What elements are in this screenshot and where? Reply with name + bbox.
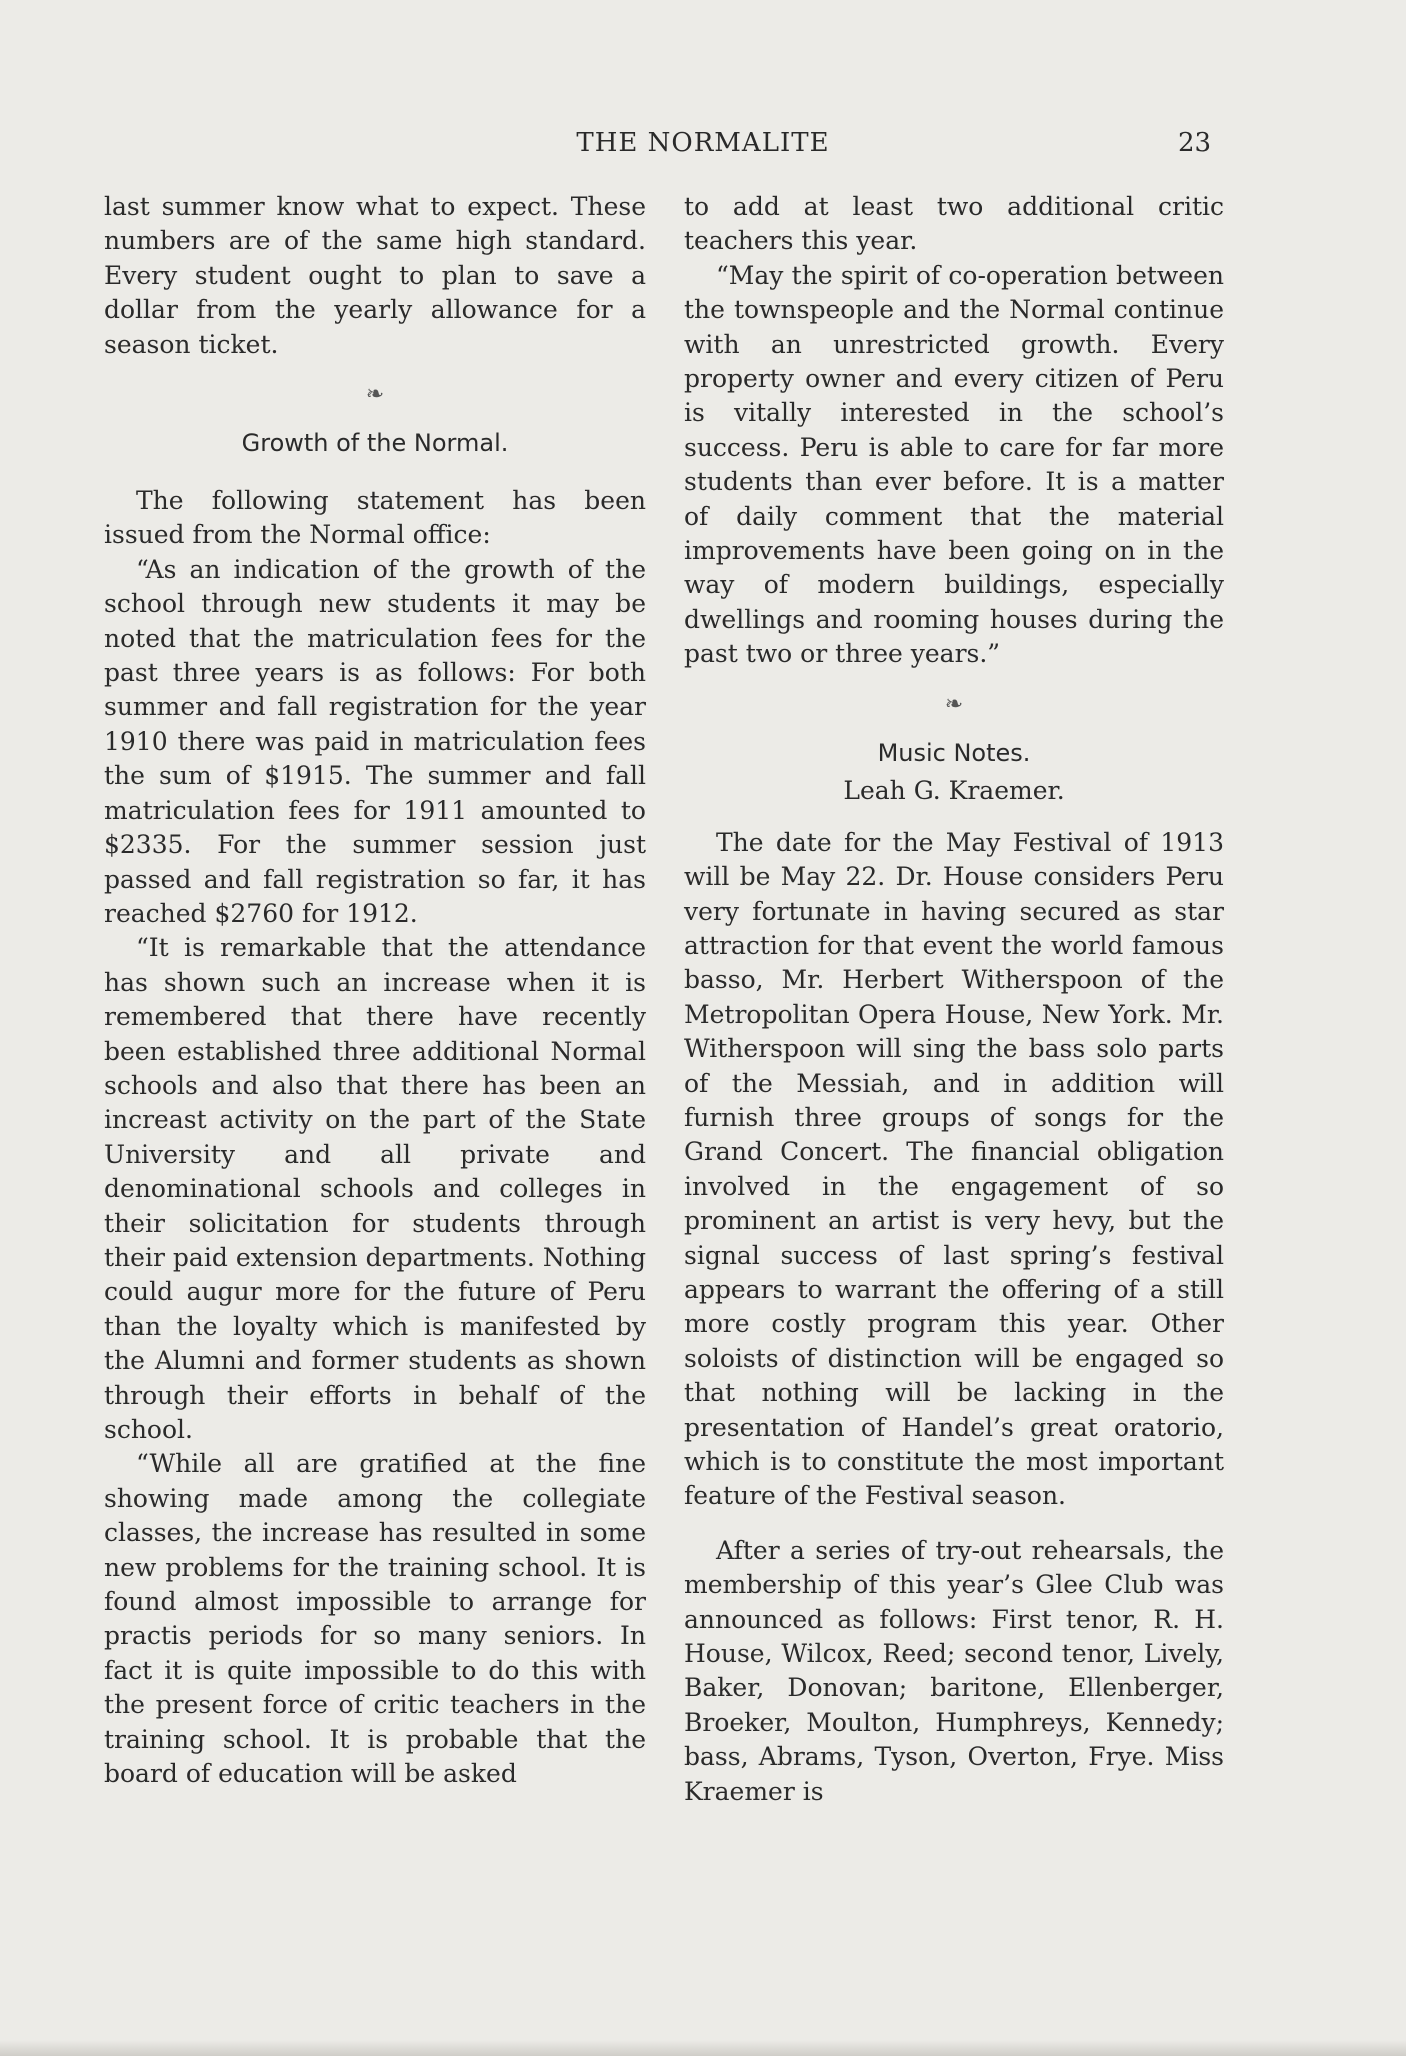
- section-heading-music: Music Notes.: [877, 738, 1031, 767]
- right-column: [684, 190, 1224, 1809]
- growth-paragraph-4: “While all are gratified at the fine showing made among the collegiate classes, the increase has resulted in some new problems for the training school. It is found almost impossible to arrange for practis periods for so many seniors. In fact it is quite impossible to do this with the present force of critic teachers in the training school. It is probable that the board of education will be asked: [104, 1449, 646, 1789]
- growth-paragraph-5: “May the spirit of co-operation between the townspeople and the Normal continue with an unrestricted growth. Every property owner and every citizen of Peru is vitally interested in the school’s success. Peru is able to care for far more students than ever before. It is a matter of daily comment that the material improvements have been going on in the way of modern buildings, especially dwellings and rooming houses during the past two or three years.”: [684, 260, 1224, 669]
- masthead: THE NORMALITE: [576, 128, 830, 158]
- music-paragraph-1: The date for the May Festival of 1913 will be May 22. Dr. House considers Peru very fortunate in having secured as star attraction for that event the world famous basso, Mr. Herbert Witherspoon of the Metropolitan Opera House, New York. Mr. Witherspoon will sing the bass solo parts of the Messiah, and in addition will furnish three groups of songs for the Grand Concert. The financial obligation involved in the engagement of so prominent an artist is very hevy, but the signal success of last spring’s festival appears to warrant the offering of a still more costly program this year. Other soloists of distinction will be engaged so that nothing will be lacking in the presentation of Handel’s great oratorio, which is to constitute the most important feature of the Festival season.: [684, 827, 1224, 1511]
- continued-paragraph: to add at least two additional critic teachers this year.: [684, 192, 1224, 256]
- section-ornament-icon: ❧: [365, 382, 385, 408]
- growth-paragraph-2: “As an indication of the growth of the school through new students it may be noted that the matriculation fees for the past three years is as follows: For both summer and fall registration for the year 1910 there was paid in matriculation fees the sum of $1915. The summer and fall matriculation fees for 1911 amounted to $2335. For the summer session just passed and fall registration so far, it has reached $2760 for 1912.: [104, 554, 646, 928]
- section-ornament-icon: ❧: [944, 691, 964, 717]
- music-paragraph-2: After a series of try-out rehearsals, the membership of this year’s Glee Club was announced as follows: First tenor, R. H. House, Wilcox, Reed; second tenor, Lively, Baker, Donovan; baritone, Ellenberger, Broeker, Moulton, Humphreys, Kennedy; bass, Abrams, Tyson, Overton, Frye. Miss Kraemer is: [684, 1535, 1224, 1806]
- growth-paragraph-3: “It is remarkable that the attendance has shown such an increase when it is remembered that there have recently been established three additional Normal schools and also that there has been an increast activity on the part of the State University and all private and denominational schools and colleges in their solicitation for students through their paid extension departments. Nothing could augur more for the future of Peru than the loyalty which is manifested by the Alumni and former students as shown through their efforts in behalf of the school.: [104, 933, 646, 1444]
- intro-paragraph: last summer know what to expect. These numbers are of the same high standard. Every student ought to plan to save a dollar from the yearly allowance for a season ticket.: [104, 192, 646, 359]
- left-column: [104, 190, 646, 1791]
- author-byline: Leah G. Kraemer.: [843, 775, 1065, 805]
- growth-paragraph-1: The following statement has been issued from the Normal office:: [104, 486, 646, 550]
- scan-edge: [0, 2040, 1406, 2056]
- section-heading-growth: Growth of the Normal.: [241, 429, 509, 458]
- page-number: 23: [1178, 128, 1212, 158]
